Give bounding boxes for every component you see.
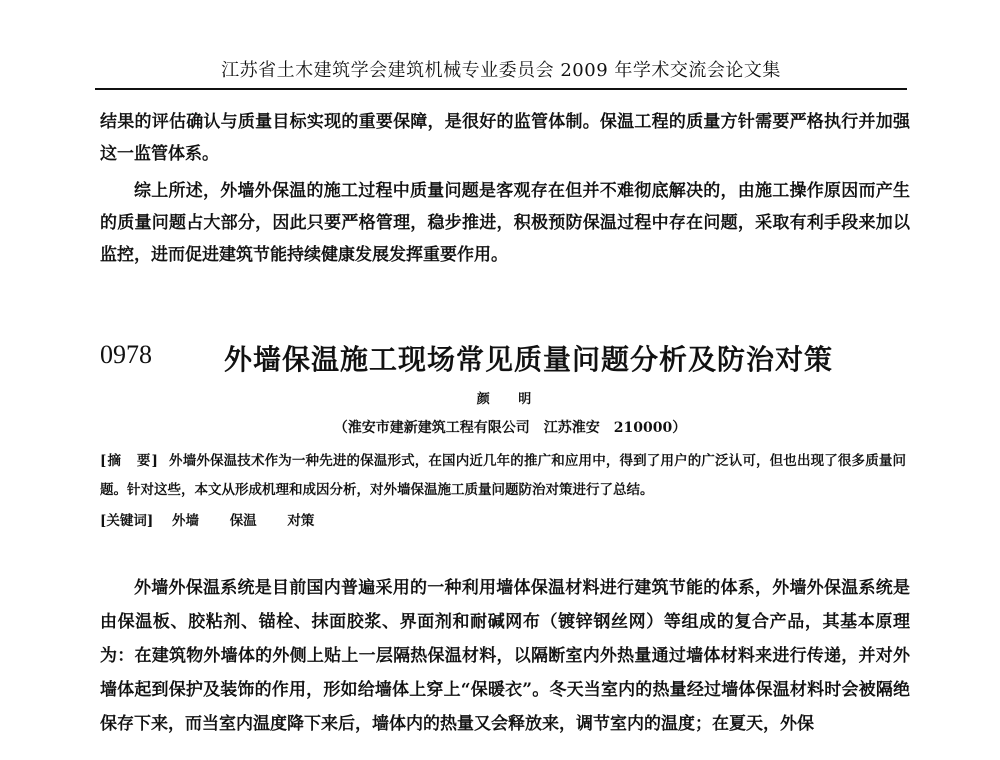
abstract-text: 外墙外保温技术作为一种先进的保温形式，在国内近几年的推广和应用中，得到了用户的广泛认可，但也出现了很多质量问题。针对这些，本文从形成机理和成因分析，对外墙保温施工质量问题防治对策进行了总结。 [100, 453, 907, 498]
keyword: 对策 [287, 513, 315, 529]
article-author: 颜 明 [476, 392, 544, 407]
keyword: 外墙 [171, 513, 199, 529]
abstract-label: [摘 要] [100, 453, 159, 469]
previous-article-paragraph-1: 结果的评估确认与质量目标实现的重要保障，是很好的监管体制。保温工程的质量方针需要严格执行并加强这一监管体系。 [100, 112, 910, 164]
body-paragraph: 外墙外保温系统是目前国内普遍采用的一种利用墙体保温材料进行建筑节能的体系，外墙外保温系统是由保温板、胶粘剂、锚栓、抹面胶浆、界面剂和耐碱网布（镀锌钢丝网）等组成的复合产品，其基本原理为：在建筑物外墙体的外侧上贴上一层隔热保温材料，以隔断室内外热量通过墙体材料来进行传递，并对外墙体起到保护及装饰的作用，形如给墙体上穿上“保暖衣”。冬天当室内的热量经过墙体保温材料时会被隔绝保存下来，而当室内温度降下来后，墙体内的热量又会释放来，调节室内的温度；在夏天，外保 [100, 578, 910, 734]
article-title: 外墙保温施工现场常见质量问题分析及防治对策 [224, 343, 834, 376]
article-affiliation: （淮安市建新建筑工程有限公司 江苏淮安 210000） [333, 420, 687, 436]
article-heading [100, 340, 910, 380]
article-number: 0978 [100, 340, 152, 369]
previous-article-paragraph-2: 综上所述，外墙外保温的施工过程中质量问题是客观存在但并不难彻底解决的，由施工操作原因而产生的质量问题占大部分，因此只要严格管理，稳步推进，积极预防保温过程中存在问题，采取有利手段来加以监控，进而促进建筑节能持续健康发展发挥重要作用。 [100, 181, 910, 265]
running-header: 江苏省土木建筑学会建筑机械专业委员会 2009 年学术交流会论文集 [95, 56, 907, 90]
abstract [100, 447, 906, 505]
keyword: 保温 [229, 513, 257, 529]
keywords-label: [关键词] [100, 513, 154, 529]
keywords [100, 509, 340, 529]
